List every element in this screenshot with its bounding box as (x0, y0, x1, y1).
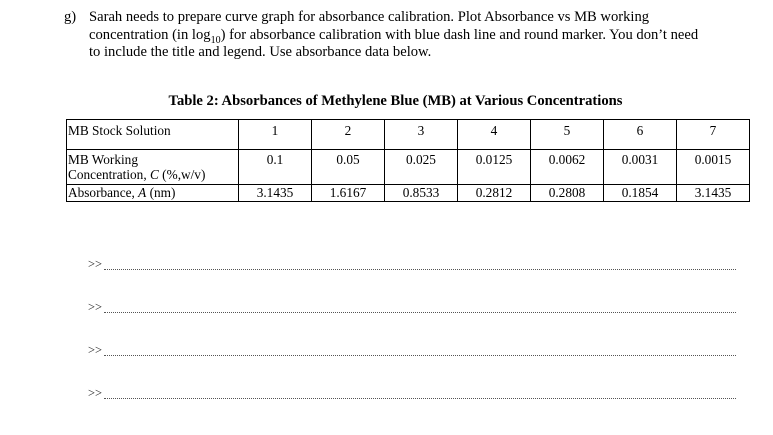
absorbance-variable: A (138, 185, 147, 200)
dotted-line (104, 303, 736, 313)
row-label-line-2-post: (%,w/v) (158, 167, 206, 182)
row-label-absorbance-pre: Absorbance, (68, 185, 139, 200)
answer-prompt: >> (88, 257, 103, 271)
answer-prompt: >> (88, 300, 103, 314)
table-cell: 0.2808 (531, 185, 604, 202)
table-cell: 0.1854 (604, 185, 677, 202)
table-caption: Table 2: Absorbances of Methylene Blue (MB) at Various Concentrations (168, 93, 623, 109)
table-cell: 6 (604, 120, 677, 150)
table-cell: 0.0062 (531, 150, 604, 185)
table-cell: 1.6167 (312, 185, 385, 202)
table-cell: 0.0031 (604, 150, 677, 185)
row-label-absorbance-post: (nm) (146, 185, 176, 200)
table-cell: 0.05 (312, 150, 385, 185)
table-cell: 0.025 (385, 150, 458, 185)
table-cell: 3.1435 (677, 185, 750, 202)
table-cell: 4 (458, 120, 531, 150)
table-cell: 2 (312, 120, 385, 150)
question-label: g) (64, 9, 77, 25)
table-cell: 7 (677, 120, 750, 150)
dotted-line (104, 346, 736, 356)
answer-line[interactable] (88, 301, 736, 313)
table-cell: 0.0125 (458, 150, 531, 185)
answer-line[interactable] (88, 344, 736, 356)
table-cell: 0.1 (239, 150, 312, 185)
row-label-line-2-pre: Concentration, (68, 167, 150, 182)
question-line-3: to include the title and legend. Use absorbance data below. (89, 44, 432, 60)
question-line-1: Sarah needs to prepare curve graph for absorbance calibration. Plot Absorbance vs MB working (89, 9, 650, 25)
table-cell: 5 (531, 120, 604, 150)
table-row-absorbance (67, 185, 750, 202)
question-line-2 (89, 27, 754, 45)
answer-prompt: >> (88, 386, 103, 400)
answer-line[interactable] (88, 387, 736, 399)
concentration-variable: C (149, 167, 159, 182)
table-cell: 0.8533 (385, 185, 458, 202)
table-cell: 3 (385, 120, 458, 150)
question-line-2-post: ) for absorbance calibration with blue dash line and round marker. You don’t need (220, 26, 699, 43)
answer-prompt: >> (88, 343, 103, 357)
row-label-line-2 (68, 167, 238, 182)
dotted-line (104, 260, 736, 270)
table-cell: 0.2812 (458, 185, 531, 202)
table-cell: 3.1435 (239, 185, 312, 202)
table-row-stock (67, 120, 750, 150)
row-label-absorbance (67, 185, 239, 202)
table-cell: 0.0015 (677, 150, 750, 185)
absorbance-table (66, 119, 750, 202)
table-row-working-concentration (67, 150, 750, 185)
row-label-working-concentration (67, 150, 239, 185)
log-base-subscript: 10 (210, 34, 221, 46)
row-label-stock: MB Stock Solution (67, 120, 239, 150)
answer-line[interactable] (88, 258, 736, 270)
question-line-2-pre: concentration (in log (89, 26, 211, 43)
row-label-line-1: MB Working (68, 152, 138, 167)
dotted-line (104, 389, 736, 399)
table-cell: 1 (239, 120, 312, 150)
question-text (89, 9, 754, 62)
question-block (64, 9, 754, 62)
